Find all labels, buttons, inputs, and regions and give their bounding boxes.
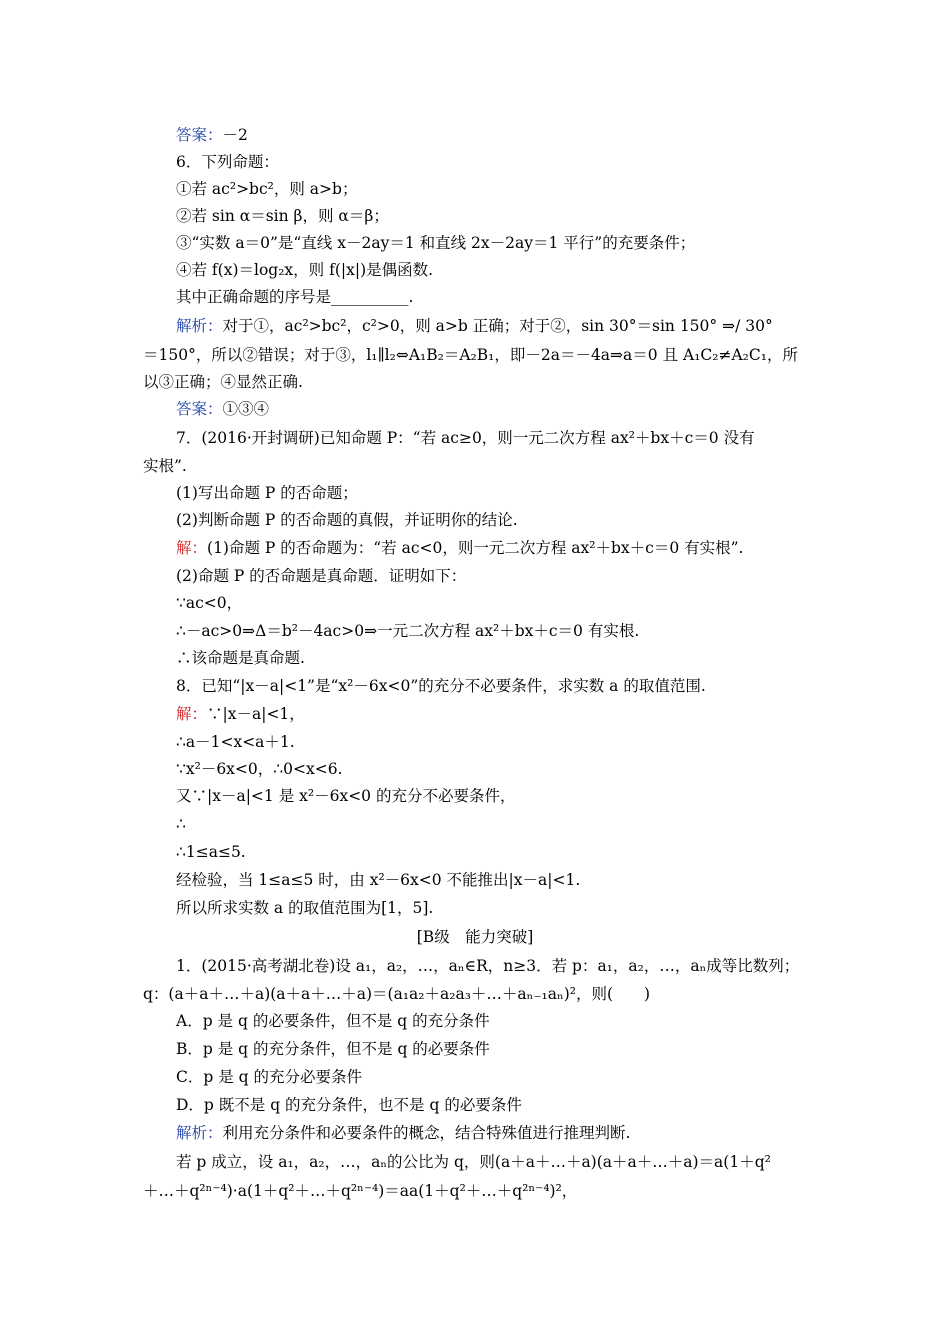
analysis-continued: 以③正确；④显然正确. [143, 373, 303, 391]
question-7-part-1: (1)写出命题 P 的否命题； [176, 484, 358, 502]
question-7-continued: 实根”. [143, 457, 187, 475]
solution-step: ∴该命题是真命题. [176, 649, 305, 667]
analysis-label: 解析： [176, 317, 223, 335]
option-a: A．p 是 q 的必要条件，但不是 q 的充分条件 [176, 1012, 490, 1030]
proposition-3: ③“实数 a＝0”是“直线 x－2ay＝1 和直线 2x－2ay＝1 平行”的充要条件； [176, 234, 696, 252]
solution-label: 解： [176, 705, 208, 723]
proposition-1: ①若 ac²>bc²，则 a>b； [176, 180, 358, 198]
solution-label: 解： [176, 539, 208, 557]
option-c: C．p 是 q 的充分必要条件 [176, 1068, 362, 1086]
solution-step: ∴ [176, 815, 186, 833]
analysis-step: 若 p 成立，设 a₁，a₂，…，aₙ的公比为 q，则(a＋a＋…＋a)(a＋a＋…＋a)＝a(1＋q² [176, 1153, 771, 1171]
analysis-line: 解析：对于①，ac²>bc²，c²>0，则 a>b 正确；对于②，sin 30°＝sin 150° ⇒/ 30° [176, 317, 773, 335]
solution-step: 经检验，当 1≤a≤5 时，由 x²－6x<0 不能推出|x－a|<1. [176, 871, 581, 889]
proposition-4: ④若 f(x)＝log₂x，则 f(|x|)是偶函数. [176, 261, 434, 279]
analysis-label: 解析： [176, 1124, 223, 1142]
solution-conclusion: 所以所求实数 a 的取值范围为[1，5]. [176, 899, 434, 917]
question-6: 6．下列命题： [176, 153, 279, 171]
question-7-part-2: (2)判断命题 P 的否命题的真假，并证明你的结论. [176, 511, 518, 529]
question-b1-continued: q：(a＋a＋…＋a)(a＋a＋…＋a)＝(a₁a₂＋a₂a₃＋…＋aₙ₋₁aₙ)²，则( ) [143, 985, 651, 1003]
solution-step: ∴－ac>0⇒Δ＝b²－4ac>0⇒一元二次方程 ax²＋bx＋c＝0 有实根. [176, 622, 640, 640]
solution-step: (2)命题 P 的否命题是真命题．证明如下： [176, 567, 467, 585]
question-6-blank: 其中正确命题的序号是__________. [176, 288, 414, 306]
option-b: B．p 是 q 的充分条件，但不是 q 的必要条件 [176, 1040, 490, 1058]
solution-line: 解：∵|x－a|<1， [176, 705, 305, 723]
solution-step: ∵x²－6x<0，∴0<x<6. [176, 760, 343, 778]
answer-label: 答案： [176, 400, 223, 418]
solution-step: ∵ac<0， [176, 594, 243, 612]
question-7: 7．(2016·开封调研)已知命题 P：“若 ac≥0，则一元二次方程 ax²＋bx＋c＝0 没有 [176, 429, 755, 447]
question-b1: 1．(2015·高考湖北卷)设 a₁，a₂，…，aₙ∈R，n≥3．若 p：a₁，a₂，…，aₙ成等比数列； [176, 957, 800, 975]
question-8: 8．已知“|x－a|<1”是“x²－6x<0”的充分不必要条件，求实数 a 的取值范围. [176, 677, 706, 695]
solution-step: 又∵|x－a|<1 是 x²－6x<0 的充分不必要条件， [176, 787, 516, 805]
solution-line: 解：(1)命题 P 的否命题为：“若 ac<0，则一元二次方程 ax²＋bx＋c＝0 有实根”. [176, 539, 744, 557]
solution-step: ∴1≤a≤5. [176, 843, 246, 861]
analysis-continued: ＝150°，所以②错误；对于③，l₁∥l₂⇔A₁B₂＝A₂B₁，即－2a＝－4a⇒a＝0 且 A₁C₂≠A₂C₁，所 [143, 346, 798, 364]
proposition-2: ②若 sin α＝sin β，则 α＝β； [176, 207, 389, 225]
analysis-line: 解析：利用充分条件和必要条件的概念，结合特殊值进行推理判断. [176, 1124, 631, 1142]
answer-line: 答案：－2 [176, 126, 248, 144]
section-heading: [B级 能力突破] [416, 928, 534, 946]
analysis-step: ＋…＋q²ⁿ⁻⁴)·a(1＋q²＋…＋q²ⁿ⁻⁴)＝aa(1＋q²＋…＋q²ⁿ⁻⁴)²， [143, 1182, 578, 1200]
answer-line: 答案：①③④ [176, 400, 270, 418]
answer-label: 答案： [176, 126, 223, 144]
option-d: D．p 既不是 q 的充分条件，也不是 q 的必要条件 [176, 1096, 522, 1114]
solution-step: ∴a－1<x<a＋1. [176, 733, 295, 751]
